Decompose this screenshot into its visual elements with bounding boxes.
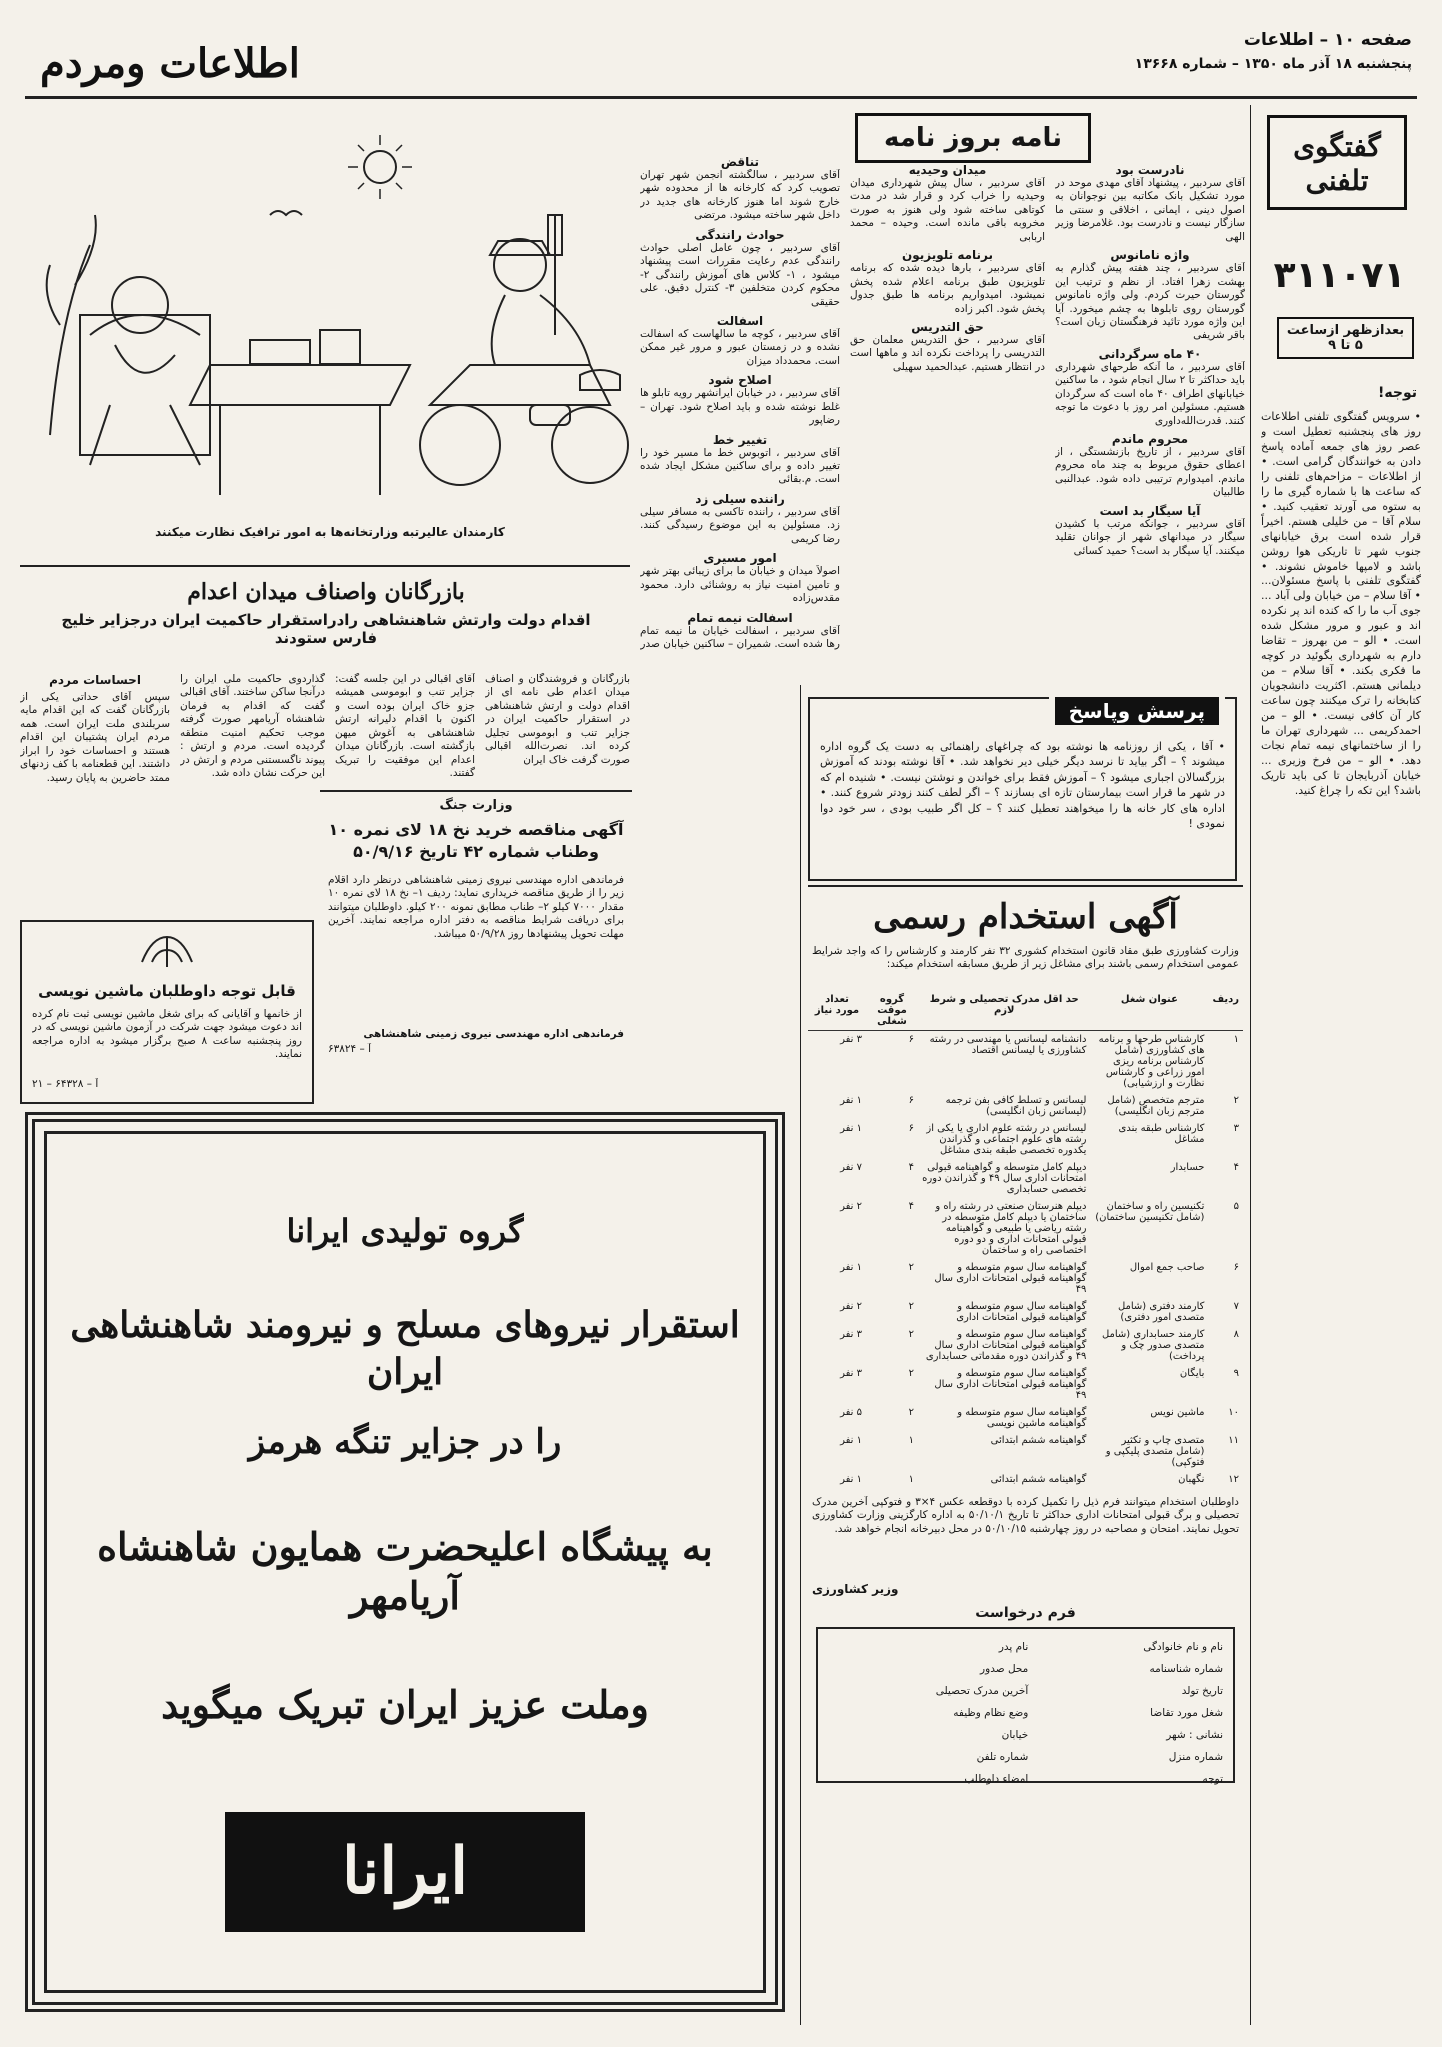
table-row bbox=[808, 1159, 1243, 1198]
table-row bbox=[808, 1120, 1243, 1159]
cell: ۲ نفر bbox=[840, 1301, 862, 1312]
form-field: خیابان bbox=[1001, 1729, 1029, 1742]
letter-title: آیا سیگار بد است bbox=[1099, 503, 1201, 518]
letter bbox=[1055, 504, 1245, 558]
cell: نگهبان bbox=[1178, 1474, 1205, 1485]
form-field: نام و نام خانوادگی bbox=[1143, 1641, 1223, 1654]
merchants-col2: آقای اقبالی در این جلسه گفت: جزایر تنب و ابوموسی همیشه جزو خاک ایران بوده است و اکنون با اقدام دلیرانه ارتش شاهنشاهی به آغوش میهن بازگشته است. بازرگانان میدان اعدام این موفقیت را تبریک گفتند. bbox=[335, 673, 475, 780]
merchants-headline: بازرگانان واصناف میدان اعدام bbox=[187, 579, 465, 605]
cell: ۶ bbox=[908, 1095, 914, 1106]
cell: ۷ نفر bbox=[840, 1162, 862, 1173]
letter-title: حوادث رانندگی bbox=[695, 227, 785, 242]
table-row bbox=[808, 1031, 1243, 1093]
cell: ۱ نفر bbox=[840, 1262, 862, 1273]
cell: گواهینامه سال سوم متوسطه و گواهینامه قبولی امتحانات اداری سال ۴۹ bbox=[934, 1262, 1087, 1295]
form-field: شغل مورد تقاضا bbox=[1150, 1707, 1223, 1720]
table-row bbox=[808, 1298, 1243, 1326]
letter-body: آقای سردبیر ، اتوبوس خط ما مسیر خود را تغییر داده و برای ساکنین مشکل ایجاد شده است. م.بقائی bbox=[640, 446, 840, 486]
phone-hours: بعدازظهر ازساعت ۵ تا ۹ bbox=[1277, 317, 1414, 359]
cell: ۷ bbox=[1233, 1301, 1239, 1312]
cell: دانشنامه لیسانس یا مهندسی در رشته کشاورزی یا لیسانس اقتصاد bbox=[929, 1034, 1087, 1056]
form-field: نام پدر bbox=[998, 1641, 1029, 1654]
table-row bbox=[808, 1432, 1243, 1471]
cell: ۳ نفر bbox=[840, 1368, 862, 1379]
letter-title: نادرست بود bbox=[1115, 163, 1185, 177]
header-rule bbox=[25, 96, 1417, 99]
form-field: شماره شناسنامه bbox=[1149, 1663, 1223, 1676]
letter-body: آقای سردبیر ، اسفالت خیابان ما نیمه تمام رها شده است. شمیران – ساکنین خیابان صدر bbox=[640, 624, 840, 650]
typing-ad-body: از خانمها و آقایانی که برای شغل ماشین نویسی ثبت نام کرده اند دعوت میشود جهت شرکت در آزمون ماشین نویسی که در روز پنجشنبه ساعت ۸ صبح برگزار میشود به اداره مراجعه نمایند. bbox=[32, 1008, 302, 1061]
form-title: فرم درخواست bbox=[975, 1605, 1076, 1622]
letter bbox=[850, 320, 1045, 374]
letters-banner-text: نامه بروز نامه bbox=[884, 123, 1062, 153]
phone-number: ۳۱۱۰۷۱ bbox=[1273, 255, 1406, 296]
cell: گواهینامه سال سوم متوسطه و گواهینامه قبولی امتحانات اداری bbox=[956, 1301, 1087, 1323]
letter-body: آقای سردبیر ، از تاریخ بازنشستگی ، از اعطای حقوق مربوط به چند ماه محروم ماندم. امیدوارم ترتیبی داده شود. عبدالنبی طالبیان bbox=[1055, 446, 1245, 499]
letter bbox=[1055, 163, 1245, 244]
cartoon-caption: کارمندان عالیرتبه وزارتخانه‌ها به امور ترافیک نظارت میکنند bbox=[155, 525, 505, 539]
merchants-side-body: سپس آقای حداتی یکی از بازرگانان گفت که این اقدام مایه سربلندی ملت ایران است. همه مردم ایران پشتیبان این اقدام هستند و احساسات خود را ابراز داشتند. این قطعنامه با کف زدنهای ممتد حاضرین به پایان رسید. bbox=[20, 691, 170, 784]
letters-col-right bbox=[1055, 163, 1245, 688]
cell: ۲ bbox=[1233, 1095, 1239, 1106]
cell: ۶ bbox=[1233, 1262, 1239, 1273]
table-row bbox=[808, 1471, 1243, 1488]
letter-title: محروم ماندم bbox=[1111, 432, 1189, 446]
column-header: حد اقل مدرک تحصیلی و شرط لازم bbox=[918, 991, 1090, 1031]
cell: ۳ نفر bbox=[840, 1034, 862, 1045]
qa-title-text: پرسش وپاسخ bbox=[1055, 697, 1219, 725]
letter bbox=[640, 551, 840, 605]
cell: ۱ bbox=[908, 1474, 914, 1485]
cell: لیسانس و تسلط کافی بفن ترجمه (لیسانس زبان انگلیسی) bbox=[945, 1095, 1087, 1117]
cell: دیپلم کامل متوسطه و گواهینامه قبولی امتحانات اداری سال ۴۹ و گذراندن دوره تخصصی حسابداری bbox=[922, 1162, 1087, 1195]
table-row bbox=[808, 1092, 1243, 1120]
phone-column bbox=[1257, 105, 1425, 2030]
greeting-ad bbox=[25, 1112, 785, 2012]
tender-signature: فرماندهی اداره مهندسی نیروی زمینی شاهنشاهی bbox=[363, 1027, 624, 1040]
cell: ۱ bbox=[1233, 1034, 1239, 1045]
cell: مترجم متخصص (شامل مترجم زبان انگلیسی) bbox=[1107, 1095, 1205, 1117]
typing-ad-emblem bbox=[137, 932, 197, 972]
cell: تکنیسین راه و ساختمان (شامل تکنیسین ساختمان) bbox=[1095, 1201, 1205, 1223]
letter-body: آقای سردبیر ، چند هفته پیش گذارم به بهشت زهرا افتاد. از نظم و ترتیب این گورستان حیرت کردم. ولی واژه نامانوس گورستان روی تابلوها به چشم میخورد. آیا این واژه مورد تائید فرهنگستان زبان است؟ باقر شریفی bbox=[1055, 262, 1245, 342]
letter bbox=[640, 373, 840, 427]
cell: ۵ نفر bbox=[840, 1407, 862, 1418]
cell: ۵ bbox=[1233, 1201, 1239, 1212]
greeting-logo: ایرانا bbox=[225, 1812, 585, 1932]
form-field: امضاء داوطلب bbox=[964, 1773, 1029, 1786]
letter-title: واژه نامانوس bbox=[1110, 248, 1190, 263]
cell: صاحب جمع اموال bbox=[1129, 1262, 1205, 1273]
form-field: وضع نظام وظیفه bbox=[953, 1707, 1029, 1720]
merchants-col3: گذاردوی حاکمیت ملی ایران را درآنجا ساکن ساختند. آقای اقبالی گفت که اقدام به فرمان شاهنشاه آریامهر صورت گرفته موجب تحکیم امنیت منطقه گردیده است. مردم و ارتش : پیوند ناگسستنی مردم و ارتش در این حرکت نشان داده شد. bbox=[180, 673, 325, 780]
letters-section bbox=[640, 105, 1245, 685]
cell: ۴ bbox=[908, 1201, 914, 1212]
table-row bbox=[808, 1198, 1243, 1259]
letter-title: تغییر خط bbox=[712, 432, 768, 447]
letter-body: آقای سردبیر ، چون عامل اصلی حوادث رانندگی عدم رعایت مقررات است پیشنهاد میشود ، ۱- کلاس های آموزش رانندگی ۲- محکوم کردن متخلفین ۳- کنترل دقیق. علی حقیقی bbox=[640, 241, 840, 308]
cell: ۱ نفر bbox=[840, 1095, 862, 1106]
tender-title: آگهی مناقصه خرید نخ ۱۸ لای نمره ۱۰ وطناب شماره ۴۲ تاریخ ۵۰/۹/۱۶ bbox=[328, 820, 624, 862]
cell: ۱ نفر bbox=[840, 1435, 862, 1446]
cell: بایگان bbox=[1179, 1368, 1205, 1379]
page-header bbox=[20, 18, 1422, 88]
cell: ۲ bbox=[908, 1262, 914, 1273]
cell: ۱ نفر bbox=[840, 1123, 862, 1134]
letter-body: آقای سردبیر ، ما آنکه طرحهای شهرداری باید حداکثر تا ۲ سال انجام شود ، ما ساکنین خیابانهای اطراف ۴۰ ماه است که سرگردان هستیم. مسئولین امر روز با دعوت ما توجه کنند. قدرت‌الله‌داوری bbox=[1055, 360, 1245, 427]
letter-body: آقای سردبیر ، جوانکه مرتب با کشیدن سیگار در میدانهای شهر از جوانان تقلید میکنند. آیا سیگار بد است؟ حمید کسائی bbox=[1055, 517, 1245, 557]
cell: ۱۲ bbox=[1228, 1474, 1239, 1485]
typing-ad-code: آ – ۶۴۳۲۸ – ۲۱ bbox=[32, 1078, 99, 1090]
letter-title: اصلاح شود bbox=[708, 373, 772, 388]
employment-ad bbox=[808, 885, 1243, 2027]
qa-title bbox=[1049, 697, 1225, 725]
column-header: عنوان شغل bbox=[1090, 991, 1208, 1031]
letter bbox=[640, 611, 840, 652]
cell: گواهینامه ششم ابتدائی bbox=[990, 1474, 1087, 1485]
letter-title: ۴۰ ماه سرگردانی bbox=[1098, 346, 1202, 361]
table-row bbox=[808, 1259, 1243, 1298]
cell: ۴ bbox=[908, 1162, 914, 1173]
letter bbox=[640, 433, 840, 487]
phone-note-label: توجه! bbox=[1378, 385, 1417, 401]
form-field: تاریخ تولد bbox=[1181, 1685, 1223, 1698]
qa-body: • آقا ، یکی از روزنامه ها نوشته بود که چراغهای راهنمائی به دست یک گروه اداره میشوند ؟ – اگر بیاید تا نرسد دیگر خیلی دیر نخواهد شد. • آقا نوشته بودند که آموزش بزرگسالان اجباری میشود ؟ – آموزش فقط برای خواندن و نوشتن نیست. • شنیده ام که در شهر ما قرار است بیمارستان تازه ای بسازند ؟ – اگر لطف کنند زودتر شروع کنند. • اداره های کار خانه ها را میخواهند تعطیل کنند ؟ – کل اگر طبیب بودی ، سر خود دوا نمودی ! bbox=[820, 740, 1225, 830]
col-divider-2 bbox=[800, 685, 801, 2025]
tender-notice bbox=[320, 790, 632, 1102]
employment-intro: وزارت کشاورزی طبق مقاد قانون استخدام کشوری ۳۲ نفر کارمند و کارشناس را که واجد شرایط عمومی استخدام رسمی باشند برای مشاغل زیر از طریق مسابقه استخدام میکند: bbox=[812, 945, 1239, 971]
letter-body: آقای سردبیر ، راننده تاکسی به مسافر سیلی زد. مسئولین به این موضوع رسیدگی کنند. رضا کریمی bbox=[640, 505, 840, 545]
cell: گواهینامه سال سوم متوسطه و گواهینامه قبولی امتحانات اداری سال ۴۹ bbox=[934, 1368, 1087, 1401]
column-header: تعداد مورد نیاز bbox=[808, 991, 866, 1031]
greeting-line-1: گروه تولیدی ایرانا bbox=[286, 1212, 524, 1250]
employment-table bbox=[808, 991, 1243, 1488]
employment-outro: داوطلبان استخدام میتوانند فرم ذیل را تکمیل کرده با دوقطعه عکس ۴×۳ و فتوکپی آخرین مدرک تحصیلی و برگ قبولی امتحانات اداری حداکثر تا تاریخ ۵۰/۱۰/۱ به اداره کارگزینی وزارت کشاورزی تحویل نمایند. امتحان و مصاحبه در روز چهارشنبه ۵۰/۱۰/۱۵ در محل دبیرخانه انجام خواهد شد. bbox=[812, 1496, 1239, 1535]
letter bbox=[640, 228, 840, 309]
cell: دیپلم هنرستان صنعتی در رشته راه و ساختمان یا دیپلم کامل متوسطه در رشته ریاضی یا طبیعی و گواهینامه قبولی امتحانات اداری و دو دوره اختصاصی راه و ساختمان bbox=[935, 1201, 1087, 1256]
cell: کارمند دفتری (شامل متصدی امور دفتری) bbox=[1117, 1301, 1205, 1323]
letter-title: راننده سیلی زد bbox=[695, 491, 785, 506]
merchants-subhead: اقدام دولت وارتش شاهنشاهی رادراستقرار حاکمیت ایران درجزایر خلیج فارس ستودند bbox=[61, 611, 591, 647]
form-field: محل صدور bbox=[980, 1663, 1029, 1676]
cell: کارشناس طبقه بندی مشاغل bbox=[1118, 1123, 1205, 1145]
cell: گواهینامه سال سوم متوسطه و گواهینامه ماشین نویسی bbox=[957, 1407, 1087, 1429]
letter-title: اسفالت bbox=[716, 313, 764, 328]
letter-title: برنامه تلویزیون bbox=[901, 248, 994, 263]
letter bbox=[850, 248, 1045, 316]
letter-title: حق التدریس bbox=[911, 319, 984, 334]
tender-code: آ – ۶۳۸۲۴ bbox=[328, 1043, 372, 1056]
letter-body: آقای سردبیر ، سالگشته انجمن شهر تهران تصویب کرد که کارخانه ها از محدوده شهر خارج شوند اما هنوز کارخانه های جدید در داخل شهر ساخته میشود. مرتضی bbox=[640, 169, 840, 222]
letters-banner bbox=[855, 113, 1091, 163]
table-row bbox=[808, 1404, 1243, 1432]
cell: ۳ نفر bbox=[840, 1329, 862, 1340]
greeting-line-5: وملت عزیز ایران تبریک میگوید bbox=[161, 1682, 649, 1727]
letter-body: آقای سردبیر ، کوچه ما سالهاست که اسفالت نشده و در زمستان عبور و مرور غیر ممکن است. محمدداد میزان bbox=[640, 327, 840, 367]
letter-body: آقای سردبیر ، پیشنهاد آقای مهدی موحد در مورد تشکیل بانک مکاتبه بین نوجوانان به اصول دینی ، ایمانی ، اخلاقی و سنتی ما سازگار نیست و نادرست بود. غلامرضا وزیر الهی bbox=[1055, 177, 1245, 243]
phone-box-title: گفتگوی تلفنی bbox=[1267, 115, 1407, 210]
cell: ۹ bbox=[1233, 1368, 1239, 1379]
cartoon-bottom-rule bbox=[20, 565, 630, 567]
employment-header-row bbox=[808, 991, 1243, 1031]
page-label: صفحه ۱۰ – اطلاعات bbox=[1243, 30, 1412, 50]
cell: ۱ نفر bbox=[840, 1474, 862, 1485]
form-field: توجه bbox=[1202, 1773, 1223, 1786]
letter-title: میدان وحیدیه bbox=[908, 163, 987, 177]
greeting-line-4: به پیشگاه اعلیحضرت همایون شاهنشاه آریامهر bbox=[97, 1524, 713, 1619]
letter-body: آقای سردبیر ، در خیابان ایرانشهر رویه تابلو ها غلط نوشته شده و باید اصلاح شود. تهران – رضاپور bbox=[640, 387, 840, 427]
date-line: پنجشنبه ۱۸ آذر ماه ۱۳۵۰ – شماره ۱۳۶۶۸ bbox=[1134, 56, 1412, 72]
cartoon-drawing bbox=[20, 105, 632, 525]
cell: ۲ نفر bbox=[840, 1201, 862, 1212]
letter bbox=[1055, 432, 1245, 500]
cell: ۲ bbox=[908, 1301, 914, 1312]
column-header: گروه موقت شغلی bbox=[866, 991, 918, 1031]
form-field: آخرین مدرک تحصیلی bbox=[935, 1685, 1029, 1698]
cell: ۲ bbox=[908, 1368, 914, 1379]
cell: ۶ bbox=[908, 1123, 914, 1134]
cell: ۱۰ bbox=[1228, 1407, 1239, 1418]
employment-signature: وزیر کشاورزی bbox=[812, 1582, 899, 1596]
letter bbox=[640, 314, 840, 368]
letter bbox=[850, 163, 1045, 244]
cell: کارمند حسابداری (شامل متصدی صدور چک و پرداخت) bbox=[1101, 1329, 1205, 1362]
letter-body: اصولاً میدان و خیابان ما برای زیبائی بهتر شهر و تامین امنیت نیاز به روشنائی دارد. محمود مقدس‌زاده bbox=[640, 565, 840, 605]
column-header: ردیف bbox=[1208, 991, 1243, 1031]
letter bbox=[640, 155, 840, 223]
cell: گواهینامه ششم ابتدائی bbox=[990, 1435, 1087, 1446]
letter bbox=[1055, 347, 1245, 428]
merchants-side-title: احساسات مردم bbox=[49, 673, 141, 687]
cell: ۳ bbox=[1233, 1123, 1239, 1134]
cell: ۲ bbox=[908, 1407, 914, 1418]
letters-col-middle bbox=[850, 163, 1045, 763]
cell: لیسانس در رشته علوم اداری یا یکی از رشته های علوم اجتماعی و گذراندن یکدوره تخصصی طبقه بندی مشاغل bbox=[926, 1123, 1087, 1156]
form-field: نشانی : شهر bbox=[1166, 1729, 1223, 1742]
letter-body: آقای سردبیر ، حق التدریس معلمان حق التدریسی را پرداخت نکرده اند و ماهها است در انتظار هستیم. عبدالحمید سهیلی bbox=[850, 333, 1045, 373]
letter bbox=[640, 492, 840, 546]
letter-title: تناقض bbox=[720, 155, 760, 169]
merchants-col1: بازرگانان و فروشندگان و اصناف میدان اعدام طی نامه ای از اقدام دولت و ارتش شاهنشاهی در استقرار حاکمیت ایران در جزایر تنب و ابوموسی تجلیل کرده اند. نصرت‌الله اقبالی صورت گرفت خاک ایران bbox=[485, 673, 630, 766]
cell: ۶ bbox=[908, 1034, 914, 1045]
cartoon-panel bbox=[20, 105, 632, 560]
cell: کارشناس طرحها و برنامه های کشاورزی (شامل کارشناس برنامه ریزی امور زراعی و کارشناس نظارت و ارزشیابی) bbox=[1098, 1034, 1205, 1089]
cell: حسابدار bbox=[1170, 1162, 1205, 1173]
form-field: شماره تلفن bbox=[976, 1751, 1029, 1764]
typing-ad-title: قابل توجه داوطلبان ماشین نویسی bbox=[38, 982, 296, 1000]
cell: ۱۱ bbox=[1228, 1435, 1239, 1446]
table-row bbox=[808, 1326, 1243, 1365]
form-field: شماره منزل bbox=[1168, 1751, 1223, 1764]
cell: ۴ bbox=[1233, 1162, 1239, 1173]
cell: متصدی چاپ و تکثیر (شامل متصدی پلیکپی و فتوکپی) bbox=[1105, 1435, 1205, 1468]
letter-title: امور مسیری bbox=[703, 551, 777, 566]
letter-body: آقای سردبیر ، بارها دیده شده که برنامه تلویزیون طبق برنامه اعلام شده پخش نمیشود. امیدواریم برنامه ها طبق جدول پخش شود. اکبر زاده bbox=[850, 262, 1045, 315]
cell: ماشین نویس bbox=[1150, 1407, 1205, 1418]
typing-ad bbox=[20, 920, 314, 1104]
section-title: اطلاعات ومردم bbox=[40, 40, 300, 87]
letter bbox=[1055, 248, 1245, 343]
cell: ۲ bbox=[908, 1329, 914, 1340]
col-divider-1 bbox=[1250, 105, 1251, 2025]
tender-ministry: وزارت جنگ bbox=[439, 798, 513, 813]
employment-title: آگهی استخدام رسمی bbox=[873, 897, 1178, 937]
qa-box bbox=[808, 697, 1237, 881]
cell: ۱ bbox=[908, 1435, 914, 1446]
phone-body: • سرویس گفتگوی تلفنی اطلاعات روز های پنجشنبه تعطیل است و عصر روز های جمعه آماده پاسخ دادن به خوانندگان گرامی است. • از اطلاعات – مزاحم‌های تلفنی را که ساعت ها با شماره گیری ما را به ستوه می آورند تعقیب کنید. • سلام آقا – من خلیلی هستم. اخیراً قرار شده است برق خیابانهای جنوب شهر تا تاریکی هوا روشن باشد و لامپها خاموش نشوند. • گفتگوی تلفنی با پاسخ مسئولان... • آقا سلام – من خیابان ولی آباد ... جوی آب ما را که کنده اند پر نکرده اند و عبور و مرور مشکل شده است. • الو – من بهروز – تقاضا دارم به شهرداری بگوئید در کوچه ما فکری بکند. • آقا سلام – من دیلمانی هستم. اکثریت دانشجویان کتابخانه را ترک میکنند چون ساعت کار آن کافی نیست. • الو – من احمدکریمی ... شهرداری تهران ما را از ساختمانهای نیمه تمام نجات دهد. • الو – من فرخ وزیری ... خیابان آذربایجان تا کی باید تاریک باشد؟ این تکه را چراغ کنید. bbox=[1261, 410, 1421, 797]
greeting-line-2: استقرار نیروهای مسلح و نیرومند شاهنشاهی ایران bbox=[70, 1304, 740, 1393]
table-row bbox=[808, 1365, 1243, 1404]
letter-body: آقای سردبیر ، سال پیش شهرداری میدان وحیدیه را خراب کرد و قرار شد در مدت کوتاهی ساخته شود ولی هنوز به صورت مخروبه باقی مانده است. وحیده – محمد اربابی bbox=[850, 177, 1045, 243]
tender-body: فرماندهی اداره مهندسی نیروی زمینی شاهنشاهی درنظر دارد اقلام زیر را از طریق مناقصه خریداری نماید: ردیف ۱– نخ ۱۸ لای نمره ۱۰ مقدار ۷۰۰۰ کیلو ۲– طناب مطابق نمونه ۲۰۰ کیلو. داوطلبان میتوانند برای دریافت شرایط مناقصه به دفتر اداره مراجعه نمایند. آخرین مهلت تحویل پیشنهادها روز ۵۰/۹/۲۸ میباشد. bbox=[328, 873, 624, 940]
cell: گواهینامه سال سوم متوسطه و گواهینامه قبولی امتحانات اداری سال ۴۹ و گذراندن دوره مقدماتی حسابداری bbox=[925, 1329, 1087, 1362]
greeting-line-3: را در جزایر تنگه هرمز bbox=[248, 1422, 562, 1462]
letter-title: اسفالت نیمه تمام bbox=[687, 610, 793, 625]
application-form bbox=[816, 1627, 1235, 1786]
cell: ۸ bbox=[1233, 1329, 1239, 1340]
